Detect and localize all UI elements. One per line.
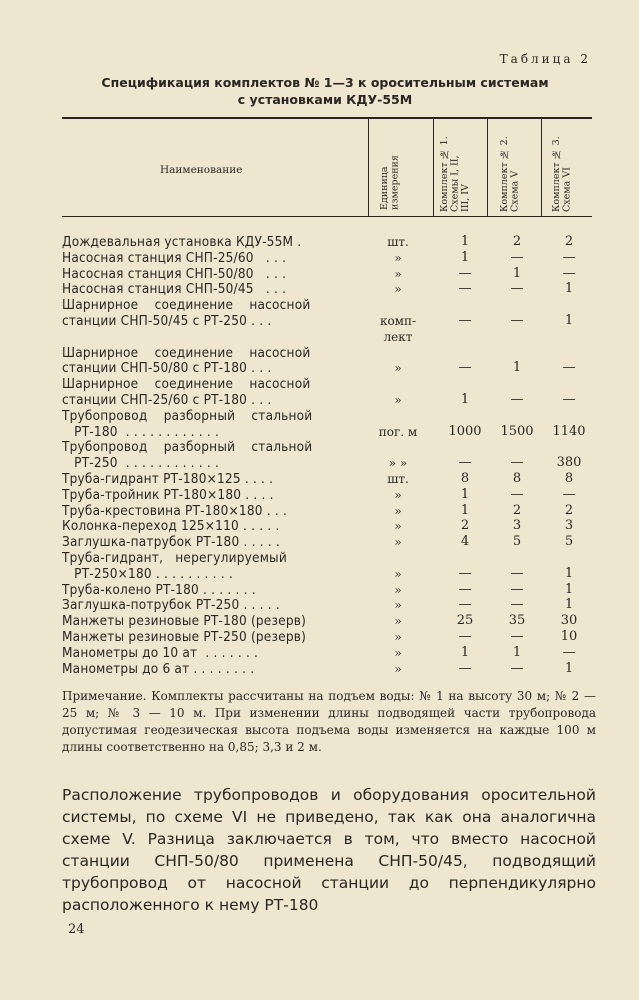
table-row [0,297,639,313]
row-kit-3: 1 [564,565,574,581]
table-row [0,597,639,613]
row-name: РТ-250 . . . . . . . . . . . . [62,455,220,472]
table-title-line-2: с установками КДУ-55М [237,92,413,107]
row-kit-1: 25 [456,613,474,629]
row-kit-2: 1 [512,265,522,281]
row-name: станции СНП-25/60 с РТ-180 . . . [62,392,272,408]
row-name: Трубопровод разборный стальной [62,439,313,456]
row-kit-1: — [458,660,472,676]
row-name: Труба-гидрант, нерегулируемый [62,550,287,566]
row-name: Насосная станция СНП-50/45 . . . [62,281,287,298]
header-kit-1: Комплект № 1. Схемы I, II, III, IV [439,136,471,212]
row-unit: » [394,361,402,376]
table-row [0,392,639,408]
row-kit-1: 1 [460,249,470,265]
row-kit-1: 1 [460,502,470,518]
row-name: Труба-гидрант РТ-180×125 . . . . [62,471,274,487]
table-title [60,74,590,108]
row-kit-3: 2 [564,502,574,518]
row-name: станции СНП-50/45 с РТ-250 . . . [62,313,272,329]
row-kit-2: 35 [508,613,526,629]
table-row [0,503,639,519]
table-row [0,439,639,455]
table-row [0,613,639,629]
row-unit: лект [383,329,413,344]
row-name: Заглушка-патрубок РТ-180 . . . . . [62,534,280,551]
row-unit: » [394,503,402,518]
row-kit-3: 1 [564,597,574,613]
row-kit-1: — [458,281,472,297]
row-kit-2: 1 [512,644,522,660]
row-kit-1: 4 [460,534,470,550]
row-name: Трубопровод разборный стальной [62,407,313,424]
row-kit-3: 5 [564,534,574,550]
table-row [0,534,639,550]
row-kit-3: — [562,486,576,502]
row-unit: » [394,645,402,660]
row-unit: » [394,266,402,281]
row-kit-2: — [510,313,524,328]
header-kit-2: Комплект № 2. Схема V [499,136,521,212]
table-top-rule [62,117,592,119]
row-kit-2: 5 [512,534,522,550]
row-unit: » » [388,456,408,471]
row-unit: шт. [387,235,409,249]
row-kit-1: — [458,313,472,328]
table-row [0,645,639,661]
row-name: Труба-крестовина РТ-180×180 . . . [62,502,288,519]
row-name: Шарнирное соединение насосной [62,344,311,361]
row-unit: » [394,282,402,297]
row-kit-2: — [510,565,524,581]
table-row [0,329,639,345]
row-kit-1: 2 [460,518,470,534]
row-unit: » [394,614,402,629]
header-unit: Единица измерения [379,155,401,210]
header-divider-4 [541,118,542,216]
row-kit-1: 1000 [448,423,482,439]
row-kit-1: 1 [460,234,470,249]
header-divider-2 [433,118,434,216]
row-name: РТ-180 . . . . . . . . . . . . [62,423,220,440]
table-row [0,234,639,250]
row-kit-1: — [458,360,472,376]
row-unit: » [394,535,402,550]
table-row [0,424,639,440]
table-row [0,550,639,566]
row-kit-2: 8 [512,471,522,486]
row-kit-3: 10 [560,629,578,644]
table-row [0,345,639,361]
row-name: Манометры до 10 ат . . . . . . . [62,644,259,661]
header-kit-3: Комплект № 3. Схема VI [551,136,573,212]
row-kit-3: 3 [564,518,574,534]
row-name: Насосная станция СНП-50/80 . . . [62,265,287,282]
row-kit-2: — [510,486,524,502]
table-row [0,408,639,424]
row-name: Шарнирное соединение насосной [62,297,311,314]
row-kit-2: 2 [512,234,522,249]
row-kit-3: 380 [556,455,582,471]
header-bottom-rule [62,216,592,217]
row-name: Насосная станция СНП-25/60 . . . [62,249,287,266]
row-kit-3: 1 [564,660,574,676]
row-unit: » [394,566,402,581]
row-name: Труба-колено РТ-180 . . . . . . . [62,581,256,598]
header-name: Наименование [160,164,243,176]
row-kit-3: 1 [564,313,574,328]
row-kit-2: — [510,629,524,644]
row-kit-3: 1 [564,281,574,297]
header-divider-1 [368,118,369,216]
table-row [0,471,639,487]
table-row [0,629,639,645]
table-row [0,518,639,534]
table-title-line-1: Спецификация комплектов № 1—3 к оросительным системам [101,75,549,90]
table-row [0,281,639,297]
row-name: Дождевальная установка КДУ-55М . [62,234,302,250]
row-kit-1: — [458,597,472,613]
table-row [0,566,639,582]
row-kit-2: — [510,581,524,597]
table-row [0,266,639,282]
row-kit-2: — [510,392,524,407]
row-kit-2: 2 [512,502,522,518]
body-paragraph: Расположение трубопроводов и оборудования оросительной системы, по схеме VI не приведено, так как она аналогична схеме V. Разница заключается в том, что вместо насосной станции СНП-50/80 применена СНП-50/45, подводящий трубопровод от насосной станции до перпендикулярно расположенного к нему РТ-180 [62,786,596,914]
row-kit-3: — [562,360,576,376]
table-row [0,313,639,329]
row-kit-2: — [510,455,524,471]
row-name: Манометры до 6 ат . . . . . . . . [62,660,255,677]
header-divider-3 [487,118,488,216]
row-unit: » [394,250,402,265]
row-unit: пог. м [378,424,418,439]
row-name: Манжеты резиновые РТ-180 (резерв) [62,613,307,630]
row-name: Манжеты резиновые РТ-250 (резерв) [62,629,307,645]
row-kit-2: 1500 [500,423,534,439]
row-name: Труба-тройник РТ-180×180 . . . . [62,486,274,503]
table-row [0,455,639,471]
row-kit-1: 1 [460,644,470,660]
row-unit: » [394,393,402,407]
row-kit-1: — [458,265,472,281]
row-kit-3: 2 [564,234,574,249]
row-unit: шт. [387,472,409,486]
table-label: Таблица 2 [499,52,591,66]
row-unit: » [394,661,402,676]
table-row [0,487,639,503]
table-row [0,582,639,598]
row-name: Заглушка-потрубок РТ-250 . . . . . [62,597,280,614]
row-name: РТ-250×180 . . . . . . . . . . [62,565,233,582]
row-kit-3: — [562,265,576,281]
row-kit-2: 1 [512,360,522,376]
row-unit: » [394,630,402,644]
table-row [0,250,639,266]
row-unit: » [394,598,402,613]
row-name: Колонка-переход 125×110 . . . . . [62,518,280,535]
row-kit-2: — [510,660,524,676]
row-kit-2: 3 [512,518,522,534]
row-unit: » [394,519,402,534]
row-kit-1: — [458,581,472,597]
row-unit: » [394,582,402,597]
row-kit-3: — [562,249,576,265]
row-unit: » [394,487,402,502]
row-kit-2: — [510,597,524,613]
row-kit-3: 8 [564,471,574,486]
row-kit-2: — [510,249,524,265]
table-row [0,661,639,677]
row-kit-1: — [458,455,472,471]
row-name: станции СНП-50/80 с РТ-180 . . . [62,360,272,377]
table-row [0,376,639,392]
row-unit: комп- [379,314,417,328]
row-name: Шарнирное соединение насосной [62,376,311,393]
row-kit-3: 30 [560,613,578,629]
table-note: Примечание. Комплекты рассчитаны на подъем воды: № 1 на высоту 30 м; № 2 — 25 м; № 3 — 10 м. При изменении длины подводящей части трубопровода допустимая геодезическая высота подъема воды изменяется на каждые 100 м длины соответственно на 0,85; 3,3 и 2 м. [62,689,596,754]
row-kit-1: — [458,629,472,644]
row-kit-3: 1140 [552,423,586,439]
row-kit-2: — [510,281,524,297]
table-row [0,360,639,376]
row-kit-1: 1 [460,486,470,502]
row-kit-1: 8 [460,471,470,486]
row-kit-1: — [458,565,472,581]
row-kit-3: — [562,392,576,407]
row-kit-1: 1 [460,392,470,407]
row-kit-3: 1 [564,581,574,597]
row-kit-3: — [562,644,576,660]
page-number: 24 [68,922,85,937]
